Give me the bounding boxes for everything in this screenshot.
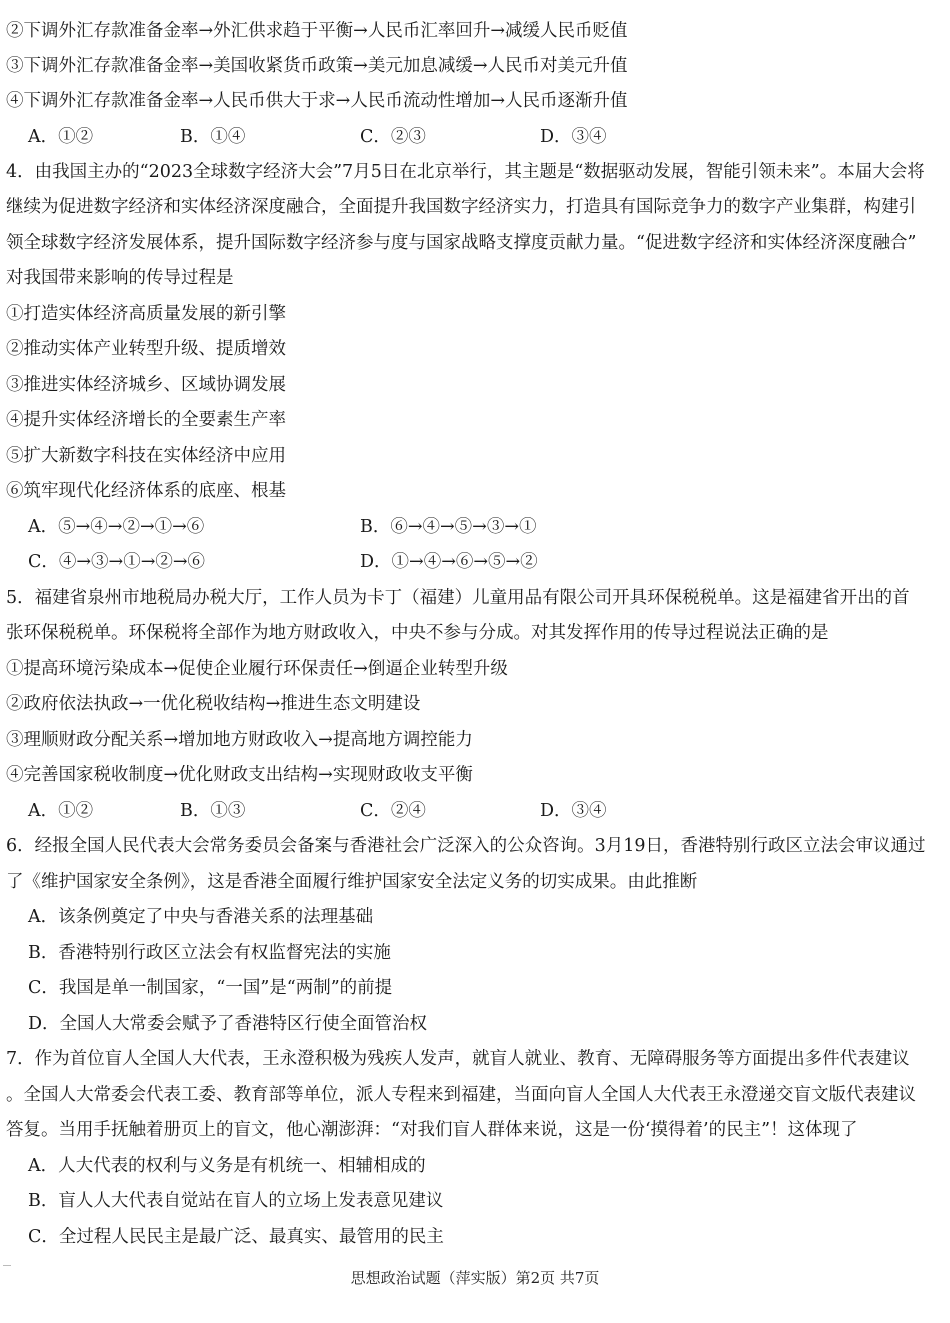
q6-option-b-text: B．香港特别行政区立法会有权监督宪法的实施	[28, 943, 391, 963]
q4-stem-line-2: 继续为促进数字经济和实体经济深度融合，全面提升我国数字经济实力，打造具有国际竞争力的数字产业集群，构建引	[6, 197, 916, 217]
q5-option-d: D．③④	[540, 801, 607, 821]
q7-stem-line-2: 。全国人大常委会代表工委、教育部等单位，派人专程来到福建，当面向盲人全国人大代表王永澄递交盲文版代表建议	[6, 1085, 916, 1105]
q4-item-5: ⑤扩大新数字科技在实体经济中应用	[6, 446, 286, 466]
q5-stem-line-1: 5．福建省泉州市地税局办税大厅，工作人员为卡丁（福建）儿童用品有限公司开具环保税税单。这是福建省开出的首	[6, 588, 910, 608]
q4-stem-line-1: 4．由我国主办的“2023全球数字经济大会”7月5日在北京举行，其主题是“数据驱动发展，智能引领未来”。本届大会将	[6, 162, 925, 182]
q6-option-a-text: A．该条例奠定了中央与香港关系的法理基础	[28, 907, 374, 927]
q4-item-2: ②推动实体产业转型升级、提质增效	[6, 339, 286, 359]
q3-item-3: ③下调外汇存款准备金率→美国收紧货币政策→美元加息减缓→人民币对美元升值	[6, 56, 628, 76]
q4-option-b: B．⑥→④→⑤→③→①	[360, 517, 537, 537]
q4-stem-line-4: 对我国带来影响的传导过程是	[6, 268, 234, 288]
q5-item-2: ②政府依法执政→一优化税收结构→推进生态文明建设	[6, 694, 421, 714]
q4-option-a: A．⑤→④→②→①→⑥	[28, 517, 205, 537]
q7-option-b-text: B．盲人人大代表自觉站在盲人的立场上发表意见建议	[28, 1191, 444, 1211]
q3-option-d: D．③④	[540, 127, 607, 147]
q4-item-4: ④提升实体经济增长的全要素生产率	[6, 410, 286, 430]
q7-option-a-text: A．人大代表的权利与义务是有机统一、相辅相成的	[28, 1156, 426, 1176]
q7-stem-line-3: 答复。当用手抚触着册页上的盲文，他心潮澎湃：“对我们盲人群体来说，这是一份‘摸得着’的民主”！这体现了	[6, 1120, 858, 1140]
page-footer: 思想政治试题（萍实版）第2页 共7页	[350, 1269, 600, 1287]
q3-item-4: ④下调外汇存款准备金率→人民币供大于求→人民币流动性增加→人民币逐渐升值	[6, 91, 628, 111]
q4-option-d: D．①→④→⑥→⑤→②	[360, 552, 538, 572]
q5-item-1: ①提高环境污染成本→促使企业履行环保责任→倒逼企业转型升级	[6, 659, 508, 679]
q6-stem-line-1: 6．经报全国人民代表大会常务委员会备案与香港社会广泛深入的公众咨询。3月19日，香港特别行政区立法会审议通过	[6, 836, 926, 856]
q4-item-6: ⑥筑牢现代化经济体系的底座、根基	[6, 481, 286, 501]
q4-item-3: ③推进实体经济城乡、区域协调发展	[6, 375, 286, 395]
q6-stem-line-2: 了《维护国家安全条例》，这是香港全面履行维护国家安全法定义务的切实成果。由此推断	[6, 872, 698, 892]
q4-option-c: C．④→③→①→②→⑥	[28, 552, 206, 572]
q5-item-4: ④完善国家税收制度→优化财政支出结构→实现财政收支平衡	[6, 765, 473, 785]
q6-option-c-text: C．我国是单一制国家，“一国”是“两制”的前提	[28, 978, 393, 998]
q3-item-2: ②下调外汇存款准备金率→外汇供求趋于平衡→人民币汇率回升→减缓人民币贬值	[6, 21, 628, 41]
q5-option-c: C．②④	[360, 801, 426, 821]
q4-stem-line-3: 领全球数字经济发展体系，提升国际数字经济参与度与国家战略支撑度贡献力量。“促进数字经济和实体经济深度融合”	[6, 233, 917, 253]
q5-item-3: ③理顺财政分配关系→增加地方财政收入→提高地方调控能力	[6, 730, 473, 750]
q5-option-a: A．①②	[28, 801, 94, 821]
q7-stem-line-1: 7．作为首位盲人全国人大代表，王永澄积极为残疾人发声，就盲人就业、教育、无障碍服务等方面提出多件代表建议	[6, 1049, 910, 1069]
q3-option-a: A．①②	[28, 127, 94, 147]
q5-stem-line-2: 张环保税税单。环保税将全部作为地方财政收入，中央不参与分成。对其发挥作用的传导过程说法正确的是	[6, 623, 829, 643]
q3-option-b: B．①④	[180, 127, 246, 147]
q3-option-c: C．②③	[360, 127, 426, 147]
q4-item-1: ①打造实体经济高质量发展的新引擎	[6, 304, 286, 324]
q7-option-c-text: C．全过程人民民主是最广泛、最真实、最管用的民主	[28, 1227, 444, 1247]
q5-option-b: B．①③	[180, 801, 246, 821]
q6-option-d-text: D．全国人大常委会赋予了香港特区行使全面管治权	[28, 1014, 428, 1034]
